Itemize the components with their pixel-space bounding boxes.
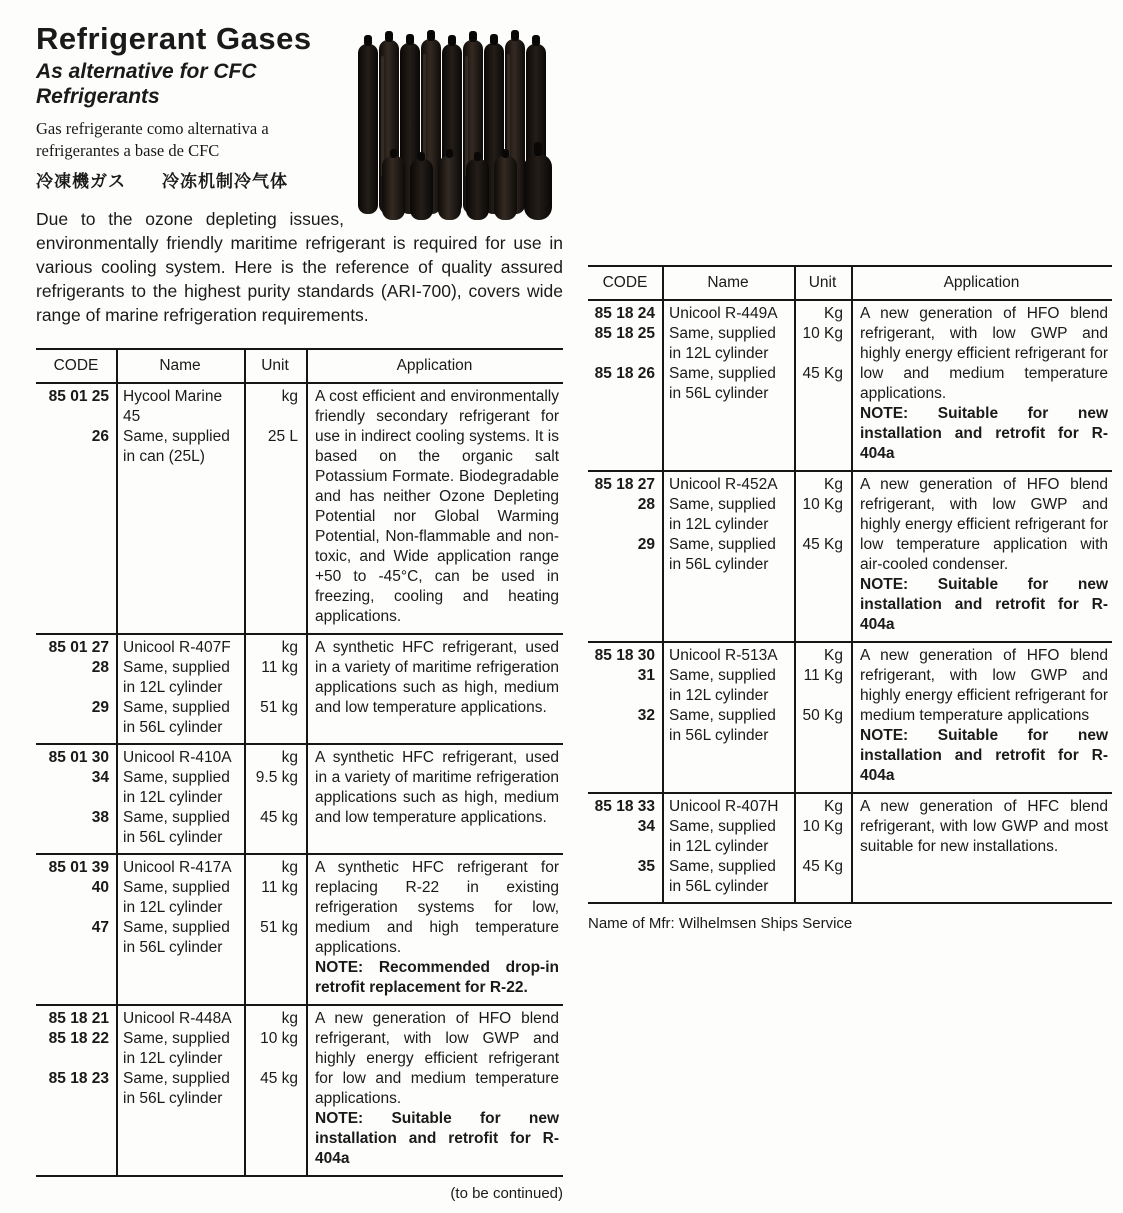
table-row <box>36 1004 563 1175</box>
table-row <box>36 743 563 853</box>
name-cell: Same, supplied in 12L cylinder <box>669 667 776 704</box>
gas-cylinders-image <box>354 26 561 226</box>
unit-cell: 51 kg <box>260 919 298 936</box>
code-cell: 31 <box>637 667 655 684</box>
unit-cell: 45 Kg <box>802 536 843 553</box>
name-cell: Unicool R-407H <box>669 798 779 815</box>
name-cell: Unicool R-449A <box>669 305 778 322</box>
name-cell: Same, supplied in 12L cylinder <box>123 659 230 696</box>
name-cell: Same, supplied in 56L cylinder <box>123 699 230 736</box>
unit-cell: 11 kg <box>261 659 298 676</box>
to-be-continued-note: (to be continued) <box>450 1185 563 1202</box>
application-cell: A new generation of HFO blend refrigerant, with low GWP and highly energy efficient refrigerant for low temperature application with air-cooled condenser. NOTE: Suitable for new installation and retrofit for R-404a <box>860 476 1108 633</box>
table-row <box>36 853 563 1004</box>
table-row <box>36 633 563 743</box>
application-cell: A new generation of HFO blend refrigerant, with low GWP and highly energy efficient refrigerant for low and medium temperature applications. NOTE: Suitable for new installation and retrofit for R-404a <box>860 305 1108 462</box>
unit-cell: kg <box>281 639 298 656</box>
column-header-unit: Unit <box>808 274 837 291</box>
unit-cell: kg <box>281 749 298 766</box>
code-cell: 34 <box>91 769 109 786</box>
application-cell: A new generation of HFC blend refrigerant, with low GWP and most suitable for new installations. <box>860 798 1108 855</box>
code-cell: 85 01 25 <box>48 388 109 405</box>
column-header-name: Name <box>159 357 201 374</box>
application-note: NOTE: Recommended drop-in retrofit replacement for R-22. <box>315 959 559 996</box>
code-cell: 85 01 39 <box>48 859 109 876</box>
unit-cell: 45 kg <box>260 1070 298 1087</box>
name-cell: Same, supplied in 56L cylinder <box>669 707 776 744</box>
table-row <box>588 641 1112 792</box>
code-cell: 85 18 22 <box>48 1030 109 1047</box>
code-cell: 28 <box>637 496 655 513</box>
code-cell: 85 18 30 <box>594 647 655 664</box>
refrigerant-table-left <box>36 348 563 1177</box>
unit-cell: 45 Kg <box>802 858 843 875</box>
refrigerant-table-right <box>588 265 1112 904</box>
unit-cell: 11 Kg <box>803 667 843 684</box>
column-header-code: CODE <box>53 357 99 374</box>
subtitle-spanish: Gas refrigerante como alternativa a refrigerantes a base de CFC <box>36 119 269 160</box>
unit-cell: 45 Kg <box>802 365 843 382</box>
name-cell: Same, supplied in 56L cylinder <box>123 809 230 846</box>
name-cell: Same, supplied in 56L cylinder <box>669 536 776 573</box>
name-cell: Hycool Marine 45 <box>123 388 223 425</box>
unit-cell: 10 Kg <box>802 325 843 342</box>
right-column <box>588 265 1112 932</box>
code-cell: 32 <box>637 707 655 724</box>
code-cell: 85 01 27 <box>48 639 109 656</box>
table-row <box>588 470 1112 641</box>
name-cell: Unicool R-513A <box>669 647 778 664</box>
table-row <box>588 792 1112 902</box>
name-cell: Same, supplied in 56L cylinder <box>123 919 230 956</box>
name-cell: Same, supplied in 12L cylinder <box>669 496 776 533</box>
name-cell: Same, supplied in 12L cylinder <box>669 325 776 362</box>
unit-cell: 50 Kg <box>802 707 843 724</box>
name-cell: Unicool R-417A <box>123 859 232 876</box>
name-cell: Same, supplied in 56L cylinder <box>123 1070 230 1107</box>
application-note: NOTE: Suitable for new installation and retrofit for R-404a <box>860 576 1108 633</box>
table-row <box>588 301 1112 470</box>
unit-cell: 25 L <box>267 428 298 445</box>
name-cell: Unicool R-448A <box>123 1010 232 1027</box>
unit-cell: 51 kg <box>260 699 298 716</box>
column-header-code: CODE <box>602 274 648 291</box>
name-cell: Same, supplied in 12L cylinder <box>669 818 776 855</box>
name-cell: Same, supplied in 12L cylinder <box>123 769 230 806</box>
unit-cell: Kg <box>824 476 843 493</box>
column-header-application: Application <box>396 357 473 374</box>
code-cell: 85 18 25 <box>594 325 655 342</box>
application-note: NOTE: Suitable for new installation and retrofit for R-404a <box>860 405 1108 462</box>
code-cell: 85 18 23 <box>48 1070 109 1087</box>
code-cell: 29 <box>91 699 109 716</box>
application-cell: A synthetic HFC refrigerant for replacing R-22 in existing refrigeration systems for low, medium and high temperature applications. NOTE: Recommended drop-in retrofit replacement for R-22. <box>315 859 559 996</box>
code-cell: 34 <box>637 818 655 835</box>
application-cell: A synthetic HFC refrigerant, used in a variety of maritime refrigeration applications such as high, medium and low temperature applications. <box>315 749 559 826</box>
name-cell: Unicool R-452A <box>669 476 778 493</box>
unit-cell: 10 Kg <box>802 818 843 835</box>
name-cell: Same, supplied in can (25L) <box>123 428 230 465</box>
name-cell: Same, supplied in 56L cylinder <box>669 365 776 402</box>
name-cell: Unicool R-407F <box>123 639 231 656</box>
unit-cell: 10 kg <box>260 1030 298 1047</box>
unit-cell: Kg <box>824 647 843 664</box>
code-cell: 35 <box>637 858 655 875</box>
application-cell: A new generation of HFO blend refrigerant, with low GWP and highly energy efficient refrigerant for medium temperature applications NOTE: Suitable for new installation and retrofit for R-404a <box>860 647 1108 784</box>
page-subtitle: As alternative for CFC Refrigerants <box>36 60 257 108</box>
unit-cell: Kg <box>824 798 843 815</box>
code-cell: 85 18 27 <box>594 476 655 493</box>
code-cell: 85 18 33 <box>594 798 655 815</box>
code-cell: 28 <box>91 659 109 676</box>
name-cell: Same, supplied in 12L cylinder <box>123 879 230 916</box>
code-cell: 85 01 30 <box>48 749 109 766</box>
application-cell: A new generation of HFO blend refrigerant, with low GWP and highly energy efficient refrigerant for low and medium temperature applications. NOTE: Suitable for new installation and retrofit for R-404a <box>315 1010 559 1167</box>
unit-cell: kg <box>281 1010 298 1027</box>
code-cell: 38 <box>91 809 109 826</box>
left-column <box>36 22 563 1202</box>
table-row <box>36 384 563 633</box>
unit-cell: 45 kg <box>260 809 298 826</box>
code-cell: 85 18 21 <box>48 1010 109 1027</box>
table-header-row <box>588 267 1112 301</box>
unit-cell: 10 Kg <box>802 496 843 513</box>
code-cell: 29 <box>637 536 655 553</box>
unit-cell: kg <box>281 388 298 405</box>
intro-paragraph: Due to the ozone depleting issues, environmentally friendly maritime refrigerant is required for use in various cooling system. Here is the reference of quality assured refrigerants to the highest purity standards (ARI-700), covers wide range of marine refrigeration requirements. <box>36 209 563 325</box>
code-cell: 26 <box>91 428 109 445</box>
unit-cell: 11 kg <box>261 879 298 896</box>
name-cell: Unicool R-410A <box>123 749 232 766</box>
code-cell: 40 <box>91 879 109 896</box>
column-header-unit: Unit <box>261 357 289 374</box>
code-cell: 85 18 24 <box>594 305 655 322</box>
unit-cell: kg <box>281 859 298 876</box>
manufacturer-note: Name of Mfr: Wilhelmsen Ships Service <box>588 915 853 932</box>
name-cell: Same, supplied in 56L cylinder <box>669 858 776 895</box>
code-cell: 85 18 26 <box>594 365 655 382</box>
application-cell: A cost efficient and environmentally friendly secondary refrigerant for use in indirect cooling systems. It is based on the organic salt Potassium Formate. Biodegradable and has neither Ozone Depleting Potential nor Global Warming Potential, Non-flammable and non-toxic, and Wide application range +50 to -45°C, can be used in freezing, cooling and heating applications. <box>315 388 559 625</box>
unit-cell: Kg <box>824 305 843 322</box>
application-cell: A synthetic HFC refrigerant, used in a variety of maritime refrigeration applications such as high, medium and low temperature applications. <box>315 639 559 716</box>
name-cell: Same, supplied in 12L cylinder <box>123 1030 230 1067</box>
column-header-application: Application <box>943 274 1020 291</box>
column-header-name: Name <box>707 274 749 291</box>
code-cell: 47 <box>91 919 109 936</box>
application-note: NOTE: Suitable for new installation and retrofit for R-404a <box>860 727 1108 784</box>
application-note: NOTE: Suitable for new installation and retrofit for R-404a <box>315 1110 559 1167</box>
subtitle-cjk: 冷凍機ガス 冷冻机制冷气体 <box>36 172 288 191</box>
table-header-row <box>36 350 563 384</box>
page-title: Refrigerant Gases <box>36 21 312 56</box>
unit-cell: 9.5 kg <box>255 769 298 786</box>
